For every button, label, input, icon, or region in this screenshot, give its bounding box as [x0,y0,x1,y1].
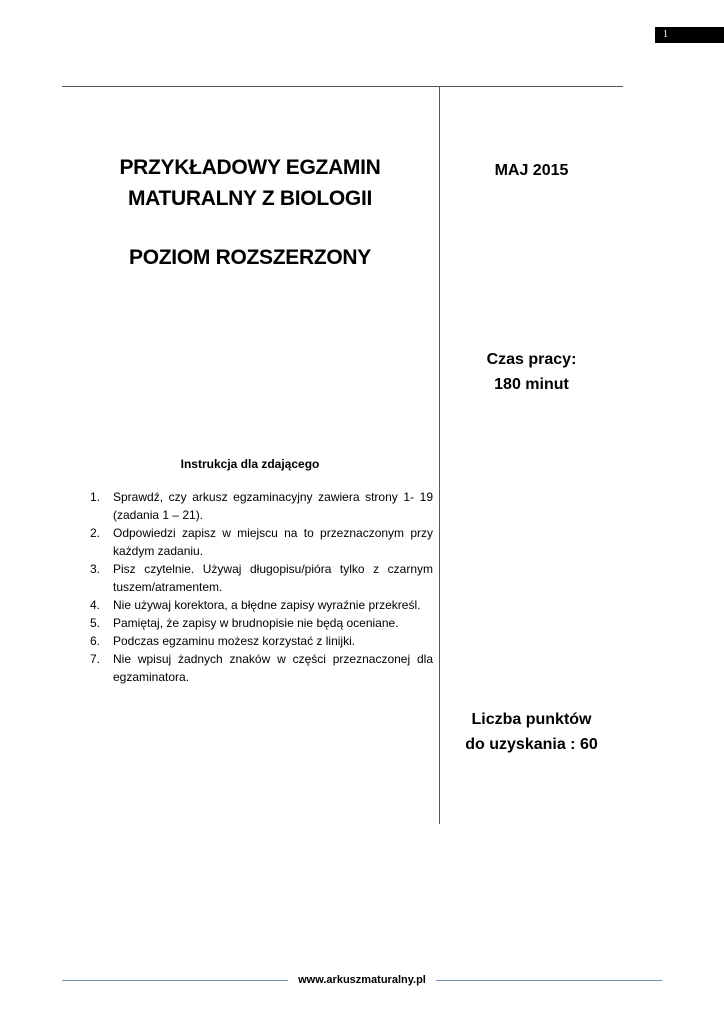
instruction-item [90,632,433,650]
exam-points-line2: do uzyskania : 60 [465,736,598,753]
instruction-item [90,614,433,632]
top-divider [62,86,623,87]
instruction-number: 3. [90,562,101,576]
exam-title-line1: PRZYKŁADOWY EGZAMIN [119,156,381,179]
instructions-heading: Instrukcja dla zdającego [180,457,320,471]
exam-title-line2: MATURALNY Z BIOLOGII [127,187,373,210]
exam-level: POZIOM ROZSZERZONY [129,246,371,269]
exam-time [440,347,623,397]
page-number-badge: 1 [655,27,724,43]
instruction-number: 7. [90,652,101,666]
instruction-number: 5. [90,616,101,630]
instruction-number: 1. [90,490,101,504]
instruction-item [90,488,433,524]
instruction-number: 4. [90,598,101,612]
instruction-text: Podczas egzaminu możesz korzystać z linijki. [113,634,356,648]
footer-divider-right [436,980,662,981]
exam-date: MAJ 2015 [494,162,569,179]
instruction-item [90,650,433,686]
instruction-item [90,560,433,596]
instruction-text: Pisz czytelnie. Używaj długopisu/pióra tylko z czarnym tuszem/atramentem. [113,562,433,594]
exam-points [440,707,623,757]
footer-divider-left [62,980,288,981]
exam-points-line1: Liczba punktów [471,711,592,728]
instruction-text: Nie używaj korektora, a błędne zapisy wyraźnie przekreśl. [113,598,421,612]
instruction-text: Odpowiedzi zapisz w miejscu na to przeznaczonym przy każdym zadaniu. [113,526,433,558]
instruction-item [90,596,433,614]
instruction-item [90,524,433,560]
instructions-list [90,488,433,686]
instruction-number: 2. [90,526,101,540]
exam-time-value: 180 minut [494,376,569,393]
instruction-text: Sprawdź, czy arkusz egzaminacyjny zawiera strony 1- 19 (zadania 1 – 21). [113,490,433,522]
instruction-text: Nie wpisuj żadnych znaków w części przeznaczonej dla egzaminatora. [113,652,433,684]
instruction-number: 6. [90,634,101,648]
footer-website: www.arkuszmaturalny.pl [298,974,426,986]
exam-time-label: Czas pracy: [486,351,577,368]
instruction-text: Pamiętaj, że zapisy w brudnopisie nie będą oceniane. [113,616,399,630]
exam-title [70,152,430,273]
